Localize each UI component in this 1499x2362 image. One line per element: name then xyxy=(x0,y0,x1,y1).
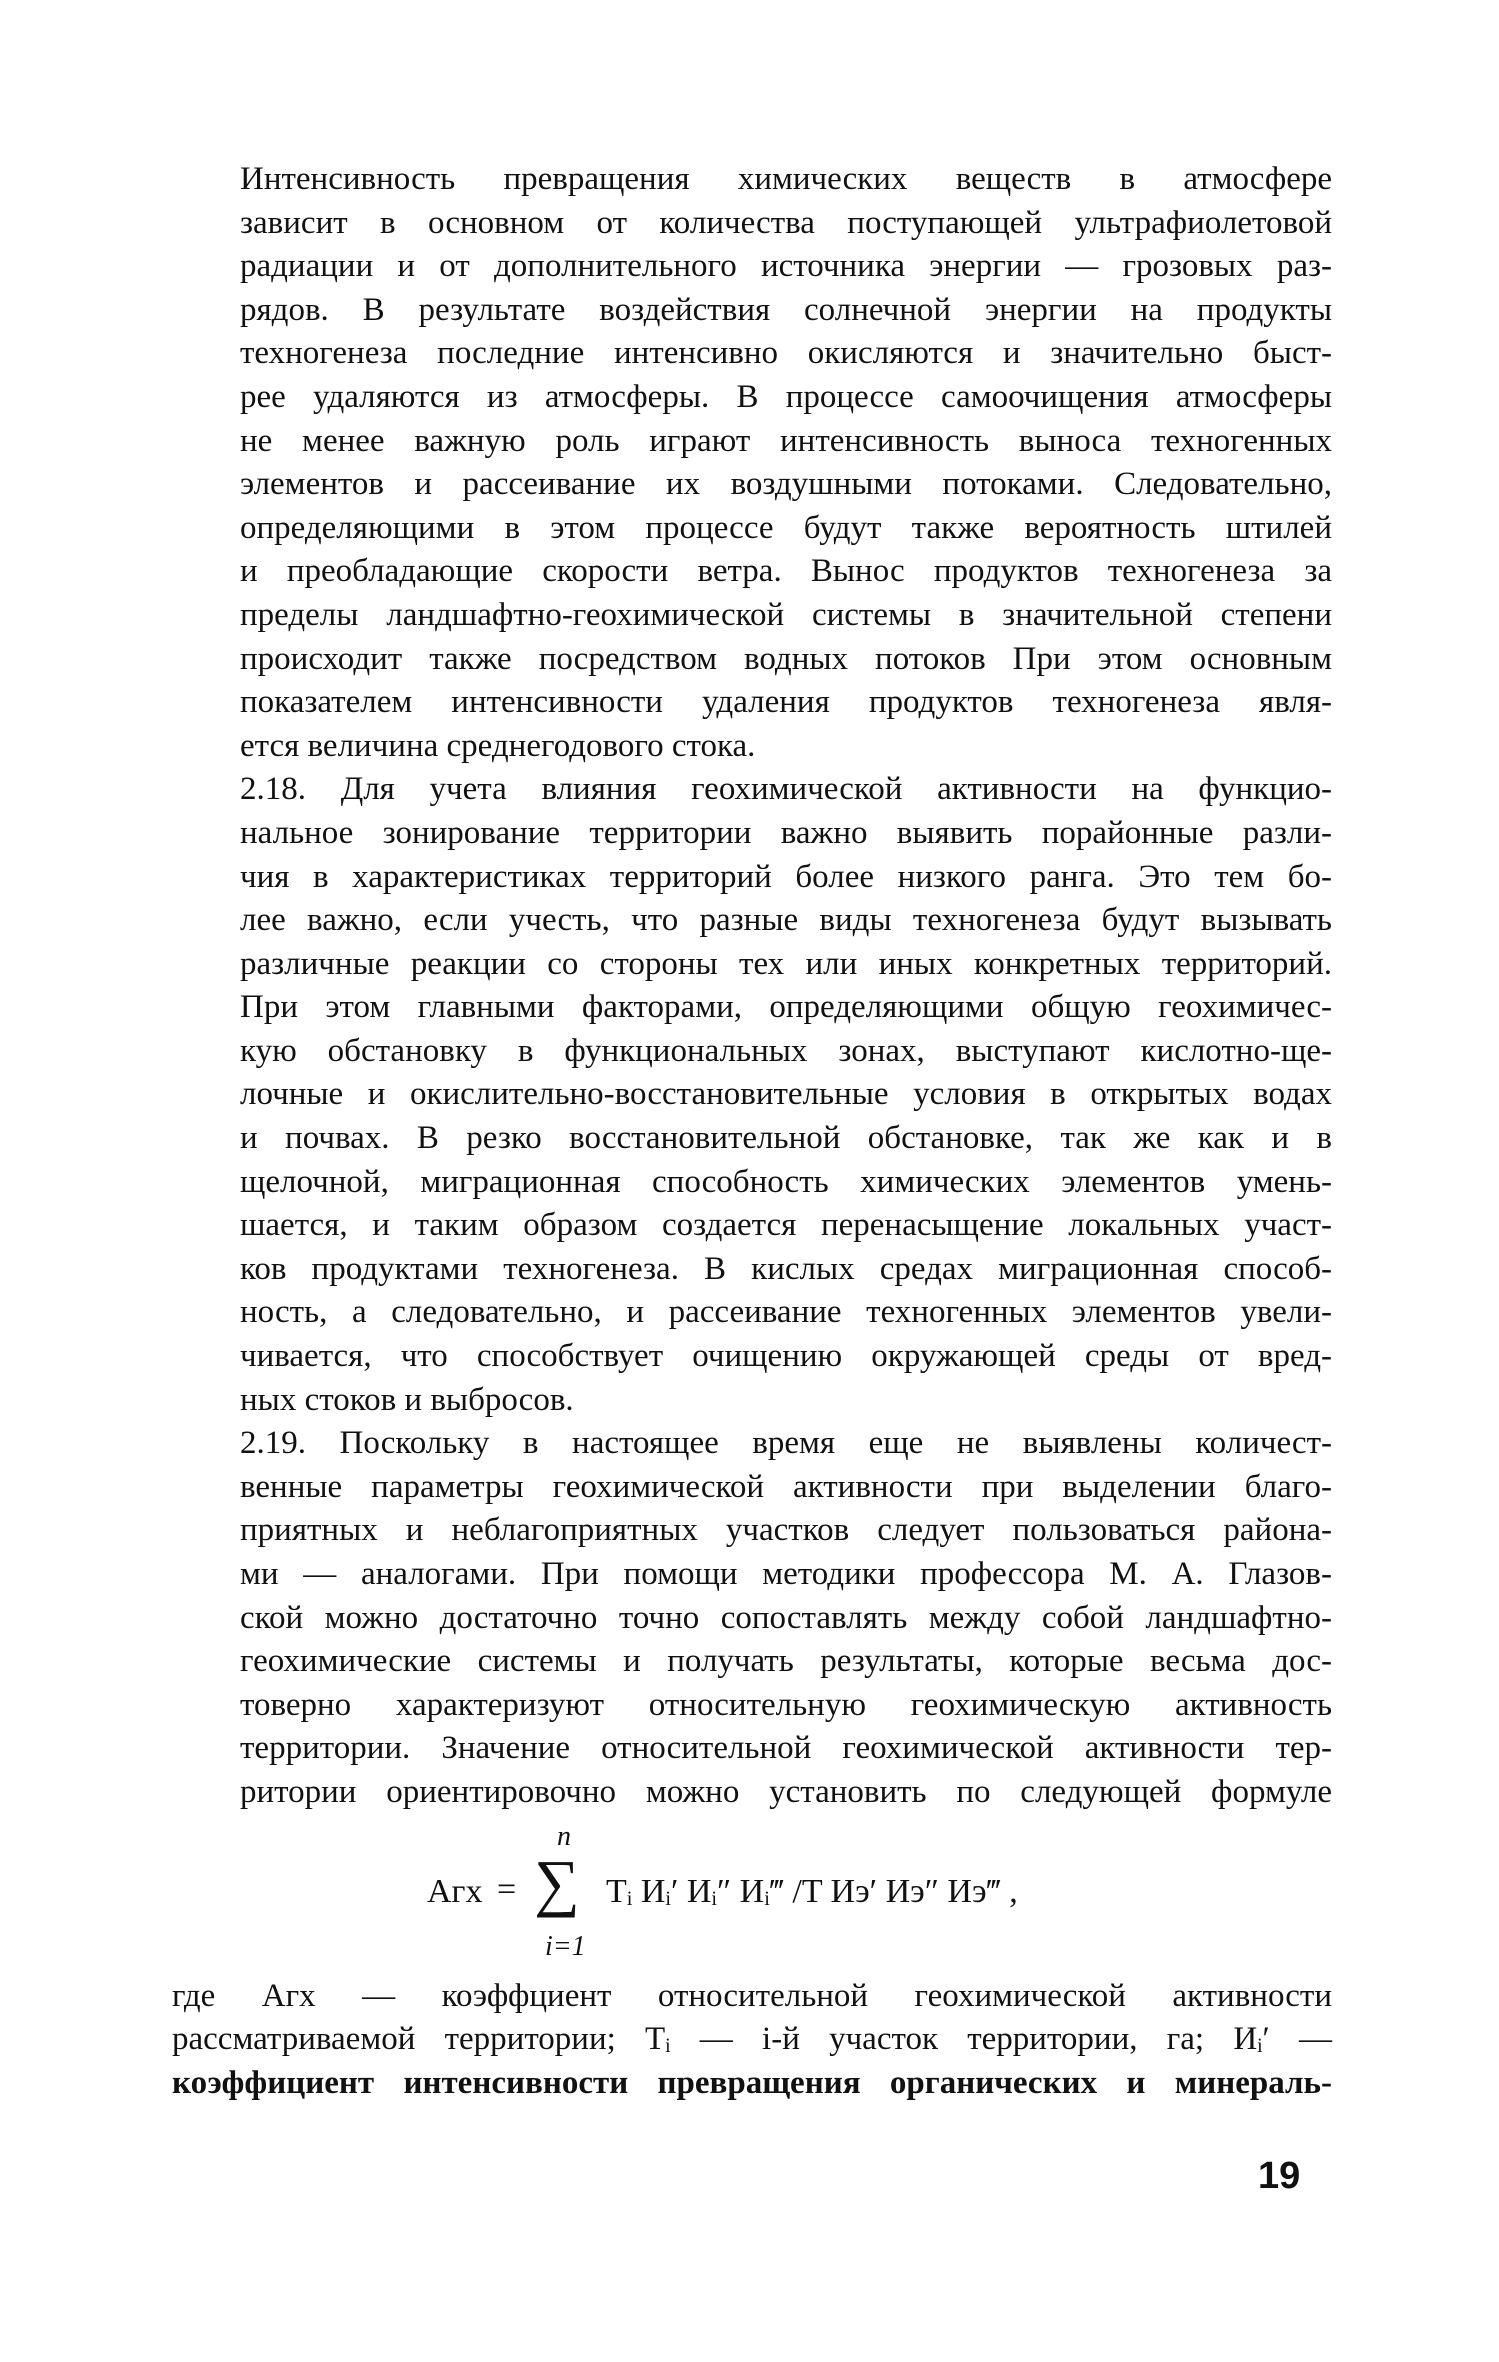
text-line: ных стоков и выбросов. xyxy=(240,1381,574,1418)
text-line: товерно характеризуют относительную геохимическую активность xyxy=(240,1686,1332,1723)
text-line: 2.19. Поскольку в настоящее время еще не выявлены количест- xyxy=(240,1425,1332,1462)
text-line: ность, а следовательно, и рассеивание техногенных элементов увели- xyxy=(240,1294,1332,1331)
formula-lhs: Aгх xyxy=(427,1872,483,1910)
text-line: определяющими в этом процессе будут также вероятность штилей xyxy=(240,509,1332,546)
text-line: ми — аналогами. При помощи методики профессора М. А. Глазов- xyxy=(240,1556,1332,1592)
text-line: радиации и от дополнительного источника энергии — грозовых раз- xyxy=(240,248,1332,285)
text-line: ется величина среднегодового стока. xyxy=(240,727,756,764)
text-line: приятных и неблагоприятных участков следует пользоваться района- xyxy=(240,1512,1332,1549)
formula-geochemical-activity xyxy=(172,1821,1332,1971)
text-line: ритории ориентировочно можно установить по следующей формуле xyxy=(240,1773,1332,1810)
text-line: и почвах. В резко восстановительной обстановке, так же как и в xyxy=(240,1120,1332,1157)
text-line: нальное зонирование территории важно выявить порайонные разли- xyxy=(240,814,1332,851)
text-line: рядов. В результате воздействия солнечной энергии на продукты xyxy=(240,291,1332,328)
text-line: геохимические системы и получать результаты, которые весьма дос- xyxy=(240,1643,1332,1680)
text-line: техногенеза последние интенсивно окисляются и значительно быст- xyxy=(240,335,1332,372)
text-line: различные реакции со стороны тех или иных конкретных территорий. xyxy=(240,945,1332,982)
paragraph-atmosphere xyxy=(172,158,1332,768)
text-line: лочные и окислительно-восстановительные условия в открытых водах xyxy=(240,1076,1332,1113)
text-line: и преобладающие скорости ветра. Вынос продуктов техногенеза за xyxy=(240,553,1332,590)
text-line: происходит также посредством водных потоков При этом основным xyxy=(240,640,1332,677)
paragraph-2-18 xyxy=(172,768,1332,1422)
formula-sum-lower-limit: i=1 xyxy=(545,1930,586,1962)
text-line: территории. Значение относительной геохимической активности тер- xyxy=(240,1730,1332,1767)
text-line: коэффициент интенсивности превращения органических и минераль- xyxy=(172,2064,1332,2101)
text-line: При этом главными факторами, определяющими общую геохимичес- xyxy=(240,989,1332,1026)
formula-body: Tᵢ Иᵢ′ Иᵢ″ Иᵢ‴ /T Иэ′ Иэ″ Иэ‴ , xyxy=(606,1872,1018,1910)
text-line: зависит в основном от количества поступающей ультрафиолетовой xyxy=(240,204,1332,241)
formula-sum-upper-limit: n xyxy=(557,1820,571,1852)
text-line: лее важно, если учесть, что разные виды техногенеза будут вызывать xyxy=(240,902,1332,939)
text-line: Интенсивность превращения химических веществ в атмосфере xyxy=(240,161,1332,197)
text-line: элементов и рассеивание их воздушными потоками. Следовательно, xyxy=(240,466,1332,503)
document-page xyxy=(172,158,1332,2105)
formula-equals: = xyxy=(497,1870,517,1908)
page-number: 19 xyxy=(1258,2155,1301,2197)
paragraph-2-19 xyxy=(172,1422,1332,1814)
text-line: где Aгх — коэффциент относительной геохимической активности xyxy=(172,1977,1332,2014)
text-line: щелочной, миграционная способность химических элементов умень- xyxy=(240,1163,1332,1200)
text-line: пределы ландшафтно-геохимической системы в значительной степени xyxy=(240,596,1332,633)
paragraph-formula-legend xyxy=(172,1975,1332,2106)
text-line: шается, и таким образом создается перенасыщение локальных участ- xyxy=(240,1207,1332,1244)
text-line: рее удаляются из атмосферы. В процессе самоочищения атмосферы xyxy=(240,378,1332,415)
text-line: ков продуктами техногенеза. В кислых средах миграционная способ- xyxy=(240,1250,1332,1287)
text-line: кую обстановку в функциональных зонах, выступают кислотно-ще- xyxy=(240,1032,1332,1069)
text-line: ской можно достаточно точно сопоставлять между собой ландшафтно- xyxy=(240,1599,1332,1636)
text-line: рассматриваемой территории; Tᵢ — i-й участок территории, га; Иᵢ′ — xyxy=(172,2021,1332,2058)
text-line: не менее важную роль играют интенсивность выноса техногенных xyxy=(240,422,1332,459)
formula-sum-symbol: ∑ xyxy=(534,1846,580,1918)
text-line: чия в характеристиках территорий более низкого ранга. Это тем бо- xyxy=(240,858,1332,895)
text-line: венные параметры геохимической активности при выделении благо- xyxy=(240,1468,1332,1505)
text-line: 2.18. Для учета влияния геохимической активности на функцио- xyxy=(240,771,1332,808)
text-line: чивается, что способствует очищению окружающей среды от вред- xyxy=(240,1338,1332,1375)
text-line: показателем интенсивности удаления продуктов техногенеза явля- xyxy=(240,684,1332,721)
